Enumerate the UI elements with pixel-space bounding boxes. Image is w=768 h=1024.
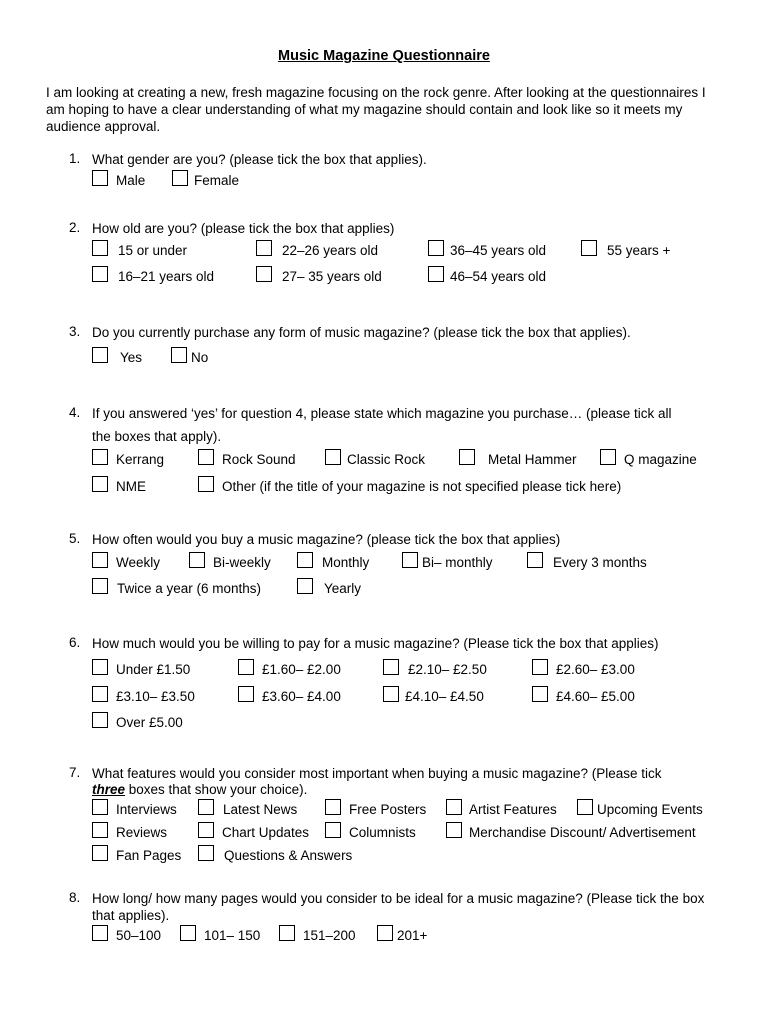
option-label: £2.60– £3.00 [556, 662, 635, 677]
question-1-text: What gender are you? (please tick the box that applies). [92, 152, 427, 167]
checkbox[interactable] [459, 449, 475, 465]
checkbox[interactable] [297, 578, 313, 594]
option-label: £1.60– £2.00 [262, 662, 341, 677]
option-label: NME [116, 479, 146, 494]
checkbox[interactable] [92, 347, 108, 363]
option-label: Weekly [116, 555, 161, 570]
page-title: Music Magazine Questionnaire [278, 48, 490, 64]
checkbox[interactable] [256, 266, 272, 282]
question-4-text-line1: If you answered ‘yes’ for question 4, please state which magazine you purchase… (please tick all [92, 406, 672, 421]
option-label: 27– 35 years old [282, 269, 382, 284]
checkbox[interactable] [279, 925, 295, 941]
checkbox[interactable] [198, 845, 214, 861]
checkbox[interactable] [92, 476, 108, 492]
checkbox[interactable] [92, 240, 108, 256]
option-label: 55 years + [607, 243, 671, 258]
option-label: Twice a year (6 months) [117, 581, 262, 596]
option-label: Bi-weekly [213, 555, 271, 570]
checkbox[interactable] [92, 578, 108, 594]
checkbox[interactable] [92, 449, 108, 465]
option-label: No [191, 350, 209, 365]
option-label: Columnists [349, 825, 416, 840]
option-label: 46–54 years old [450, 269, 547, 284]
checkbox[interactable] [325, 449, 341, 465]
checkbox[interactable] [325, 799, 341, 815]
option-label: Yes [120, 350, 143, 365]
option-label: 201+ [397, 928, 428, 943]
option-label: Every 3 months [553, 555, 647, 570]
checkbox[interactable] [383, 659, 399, 675]
option-label: Fan Pages [116, 848, 182, 863]
question-2-number: 2. [69, 220, 81, 235]
option-label: Over £5.00 [116, 715, 183, 730]
question-2-text: How old are you? (please tick the box that applies) [92, 221, 395, 236]
option-label: £4.60– £5.00 [556, 689, 635, 704]
checkbox[interactable] [532, 686, 548, 702]
checkbox[interactable] [325, 822, 341, 838]
option-label: 151–200 [303, 928, 356, 943]
question-3-text: Do you currently purchase any form of music magazine? (please tick the box that applies). [92, 325, 631, 340]
option-label: 36–45 years old [450, 243, 547, 258]
option-label: Artist Features [469, 802, 557, 817]
checkbox[interactable] [92, 659, 108, 675]
question-1-number: 1. [69, 151, 81, 166]
checkbox[interactable] [402, 552, 418, 568]
checkbox[interactable] [532, 659, 548, 675]
checkbox[interactable] [297, 552, 313, 568]
option-label: 101– 150 [204, 928, 261, 943]
checkbox[interactable] [527, 552, 543, 568]
option-label: Other (if the title of your magazine is not specified please tick here) [222, 479, 622, 494]
option-label: £2.10– £2.50 [408, 662, 487, 677]
option-label: Metal Hammer [488, 452, 577, 467]
question-8-text: How long/ how many pages would you consider to be ideal for a music magazine? (Please tick the box that applies). [92, 891, 705, 923]
option-label: Upcoming Events [597, 802, 703, 817]
checkbox[interactable] [92, 170, 108, 186]
checkbox[interactable] [428, 240, 444, 256]
checkbox[interactable] [180, 925, 196, 941]
question-6-text: How much would you be willing to pay for a music magazine? (Please tick the box that applies) [92, 636, 659, 651]
option-label: £3.10– £3.50 [116, 689, 195, 704]
option-label: Chart Updates [222, 825, 310, 840]
option-label: Classic Rock [347, 452, 426, 467]
option-label: Q magazine [624, 452, 697, 467]
checkbox[interactable] [92, 552, 108, 568]
checkbox[interactable] [198, 799, 214, 815]
question-5-number: 5. [69, 531, 81, 546]
checkbox[interactable] [256, 240, 272, 256]
option-label: Latest News [223, 802, 298, 817]
option-label: 22–26 years old [282, 243, 379, 258]
question-7-text-line1: What features would you consider most important when buying a music magazine? (Please tick [92, 766, 662, 781]
checkbox[interactable] [198, 476, 214, 492]
checkbox[interactable] [92, 266, 108, 282]
option-label: Free Posters [349, 802, 427, 817]
question-4-number: 4. [69, 405, 81, 420]
option-label: Interviews [116, 802, 177, 817]
option-label: Rock Sound [222, 452, 296, 467]
option-label: Monthly [322, 555, 370, 570]
option-label: Bi– monthly [422, 555, 493, 570]
question-8-number: 8. [69, 890, 81, 905]
question-4-text-line2: the boxes that apply). [92, 429, 222, 444]
question-5-text: How often would you buy a music magazine? (please tick the box that applies) [92, 532, 561, 547]
checkbox[interactable] [581, 240, 597, 256]
option-label: Yearly [324, 581, 362, 596]
checkbox[interactable] [92, 925, 108, 941]
checkbox[interactable] [577, 799, 593, 815]
checkbox[interactable] [446, 822, 462, 838]
option-label: Under £1.50 [116, 662, 191, 677]
checkbox[interactable] [92, 822, 108, 838]
checkbox[interactable] [92, 845, 108, 861]
option-label: 15 or under [118, 243, 188, 258]
checkbox[interactable] [171, 347, 187, 363]
checkbox[interactable] [92, 712, 108, 728]
checkbox[interactable] [189, 552, 205, 568]
option-label: Male [116, 173, 146, 188]
checkbox[interactable] [198, 822, 214, 838]
option-label: 16–21 years old [118, 269, 215, 284]
checkbox[interactable] [383, 686, 399, 702]
question-7-number: 7. [69, 765, 81, 780]
question-3-number: 3. [69, 324, 81, 339]
checkbox[interactable] [238, 659, 254, 675]
option-label: 50–100 [116, 928, 162, 943]
checkbox[interactable] [428, 266, 444, 282]
option-label: Merchandise Discount/ Advertisement [469, 825, 696, 840]
option-label: £4.10– £4.50 [405, 689, 484, 704]
option-label: Questions & Answers [224, 848, 353, 863]
option-label: Kerrang [116, 452, 165, 467]
checkbox[interactable] [92, 686, 108, 702]
intro-paragraph: I am looking at creating a new, fresh magazine focusing on the rock genre. After looking at the questionnaires I am hoping to have a clear understanding of what my magazine should contain and look like so it meets my audience approval. [46, 85, 706, 134]
checkbox[interactable] [198, 449, 214, 465]
checkbox[interactable] [238, 686, 254, 702]
checkbox[interactable] [446, 799, 462, 815]
question-6-number: 6. [69, 635, 81, 650]
question-7-text-line2 [92, 781, 307, 798]
checkbox[interactable] [92, 799, 108, 815]
option-label: Female [194, 173, 240, 188]
emphasis-three: three [92, 782, 126, 797]
option-label: Reviews [116, 825, 168, 840]
question-7-text-line2-rest: boxes that show your choice). [125, 782, 308, 797]
checkbox[interactable] [600, 449, 616, 465]
checkbox[interactable] [377, 925, 393, 941]
option-label: £3.60– £4.00 [262, 689, 341, 704]
checkbox[interactable] [172, 170, 188, 186]
